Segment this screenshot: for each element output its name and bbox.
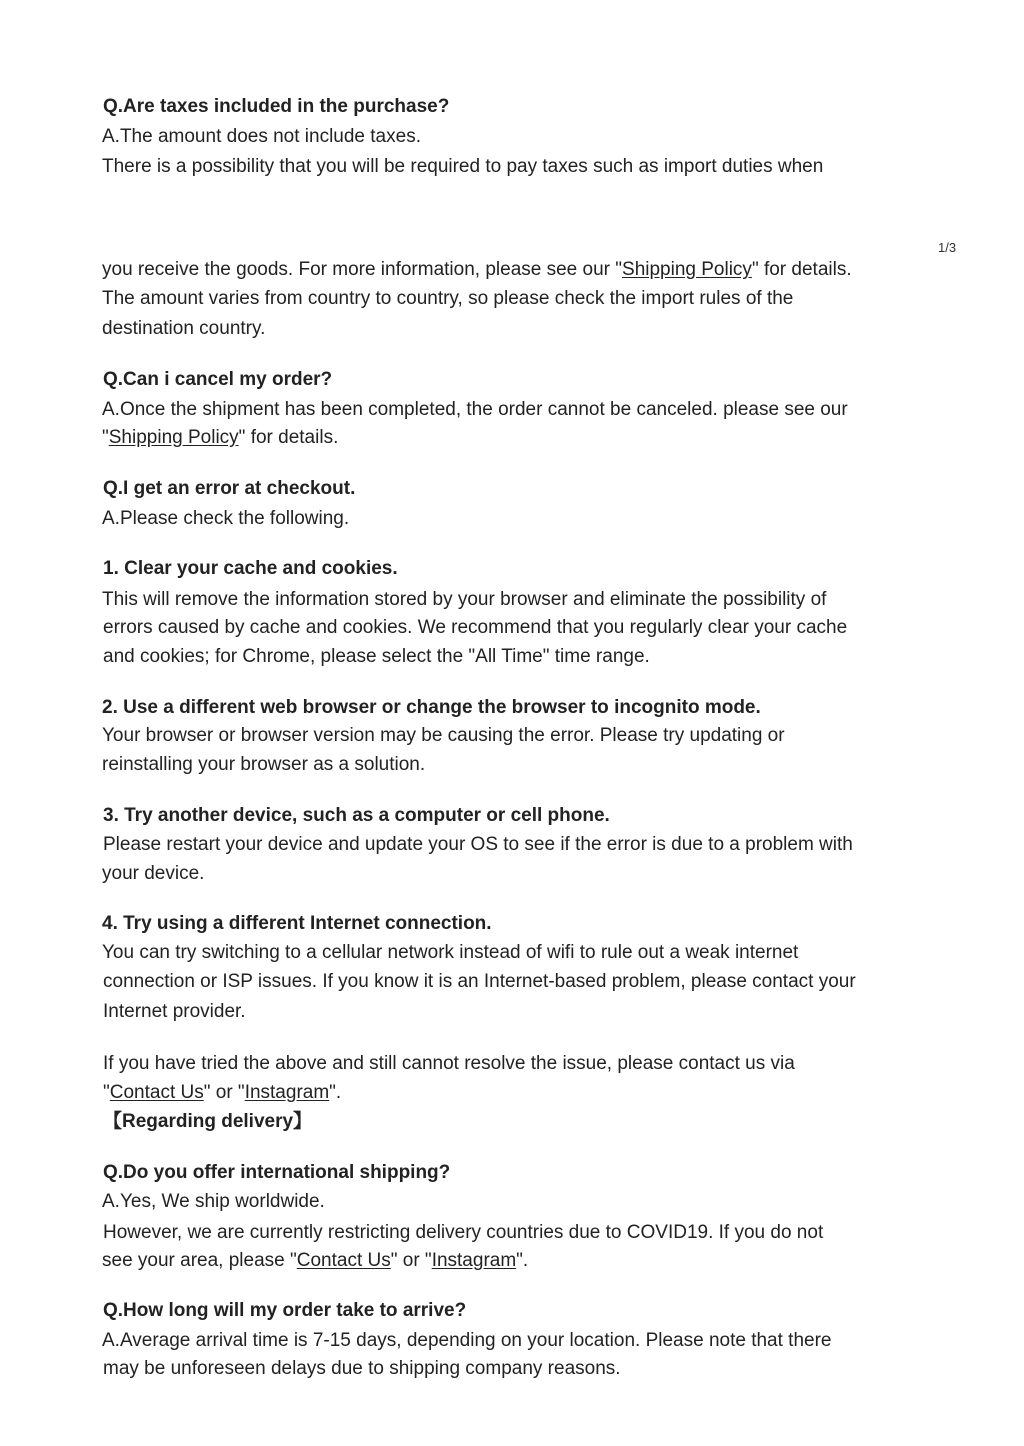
shipping-policy-link[interactable]: Shipping Policy [622, 259, 752, 280]
faq-checkout-answer: A.Please check the following. [102, 508, 350, 529]
step-line: connection or ISP issues. If you know it is an Internet-based problem, please contact your [103, 971, 856, 992]
faq-taxes-answer-line: The amount varies from country to country, so please check the import rules of the [102, 288, 794, 309]
faq-taxes-answer-line: There is a possibility that you will be required to pay taxes such as import duties when [102, 156, 824, 177]
instagram-link[interactable]: Instagram [244, 1082, 330, 1103]
page-number: 1/3 [938, 240, 957, 255]
step-line: This will remove the information stored by your browser and eliminate the possibility of [102, 589, 827, 610]
step-title: 3. Try another device, such as a computer or cell phone. [103, 805, 610, 826]
faq-taxes-question: Q.Are taxes included in the purchase? [103, 96, 450, 117]
instagram-link[interactable]: Instagram [431, 1250, 517, 1271]
step-line: your device. [102, 863, 205, 884]
contact-note-line: "Contact Us" or "Instagram". [103, 1082, 342, 1103]
contact-us-link[interactable]: Contact Us [296, 1250, 391, 1271]
faq-arrival-question: Q.How long will my order take to arrive? [103, 1300, 467, 1321]
faq-cancel-question: Q.Can i cancel my order? [103, 369, 333, 390]
faq-international-answer-line: see your area, please "Contact Us" or "Instagram". [102, 1250, 529, 1271]
step-line: and cookies; for Chrome, please select the "All Time" time range. [103, 646, 650, 667]
faq-international-answer-line: A.Yes, We ship worldwide. [102, 1191, 325, 1212]
shipping-policy-link[interactable]: Shipping Policy [108, 427, 239, 448]
step-line: errors caused by cache and cookies. We recommend that you regularly clear your cache [103, 617, 848, 638]
faq-checkout-question: Q.I get an error at checkout. [103, 478, 356, 499]
faq-arrival-answer-line: A.Average arrival time is 7-15 days, depending on your location. Please note that there [102, 1330, 832, 1351]
step-title: 2. Use a different web browser or change the browser to incognito mode. [102, 697, 761, 718]
step-line: Your browser or browser version may be causing the error. Please try updating or [102, 725, 785, 746]
section-heading-delivery: 【Regarding delivery】 [103, 1111, 313, 1132]
faq-cancel-answer-line: "Shipping Policy" for details. [102, 427, 339, 448]
faq-arrival-answer-line: may be unforeseen delays due to shipping company reasons. [103, 1358, 621, 1379]
faq-international-question: Q.Do you offer international shipping? [103, 1162, 451, 1183]
contact-note-line: If you have tried the above and still cannot resolve the issue, please contact us via [103, 1053, 795, 1074]
step-line: Internet provider. [103, 1001, 246, 1022]
contact-us-link[interactable]: Contact Us [109, 1082, 204, 1103]
step-title: 4. Try using a different Internet connection. [102, 913, 492, 934]
step-line: You can try switching to a cellular network instead of wifi to rule out a weak internet [102, 942, 799, 963]
faq-taxes-answer-line: you receive the goods. For more information, please see our "Shipping Policy" for details. [102, 259, 852, 280]
faq-cancel-answer-line: A.Once the shipment has been completed, the order cannot be canceled. please see our [102, 399, 848, 420]
step-title: 1. Clear your cache and cookies. [103, 558, 398, 579]
faq-taxes-answer-line: A.The amount does not include taxes. [102, 126, 421, 147]
faq-international-answer-line: However, we are currently restricting delivery countries due to COVID19. If you do not [103, 1222, 824, 1243]
step-line: reinstalling your browser as a solution. [102, 754, 426, 775]
step-line: Please restart your device and update your OS to see if the error is due to a problem with [103, 834, 853, 855]
faq-taxes-answer-line: destination country. [102, 318, 266, 339]
